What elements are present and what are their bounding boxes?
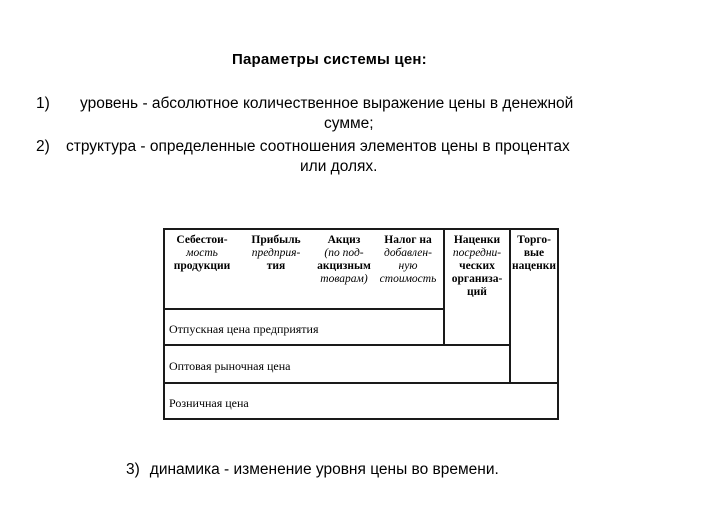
diagram-border-bottom — [163, 418, 559, 420]
separator-2 — [163, 344, 509, 346]
row-label-retail-price: Розничная цена — [169, 396, 249, 410]
item-number: 1) — [36, 95, 50, 112]
item-text: динамика - изменение уровня цены во времени. — [149, 461, 499, 478]
item-number: 3) — [126, 461, 140, 478]
column-header-excise: Акциз (по под- акцизным товарам) — [317, 234, 371, 285]
price-structure-diagram — [163, 228, 559, 420]
column-header-cost: Себестои- мость продукции — [173, 234, 231, 272]
column-header-trade: Торго- вые наценки — [512, 234, 556, 272]
item-number: 2) — [36, 138, 50, 155]
separator-3 — [163, 382, 559, 384]
diagram-border-left — [163, 228, 165, 420]
item-text-line2: сумме; — [324, 115, 374, 132]
column-header-profit: Прибыль предприя- тия — [251, 234, 301, 272]
item-text-line1: уровень - абсолютное количественное выражение цены в денежной — [80, 95, 574, 112]
list-item — [126, 461, 499, 479]
column-header-vat: Налог на добавлен- ную стоимость — [379, 234, 437, 285]
page-title: Параметры системы цен: — [232, 51, 427, 68]
row-label-factory-price: Отпускная цена предприятия — [169, 322, 319, 336]
item-text-line1: структура - определенные соотношения элементов цены в процентах — [66, 138, 570, 155]
column-header-intermediary: Наценки посредни- ческих организа- ций — [451, 234, 503, 298]
separator-1 — [163, 308, 443, 310]
item-text-line2: или долях. — [300, 158, 378, 175]
diagram-border-top — [163, 228, 559, 230]
row-label-wholesale-price: Оптовая рыночная цена — [169, 359, 291, 373]
